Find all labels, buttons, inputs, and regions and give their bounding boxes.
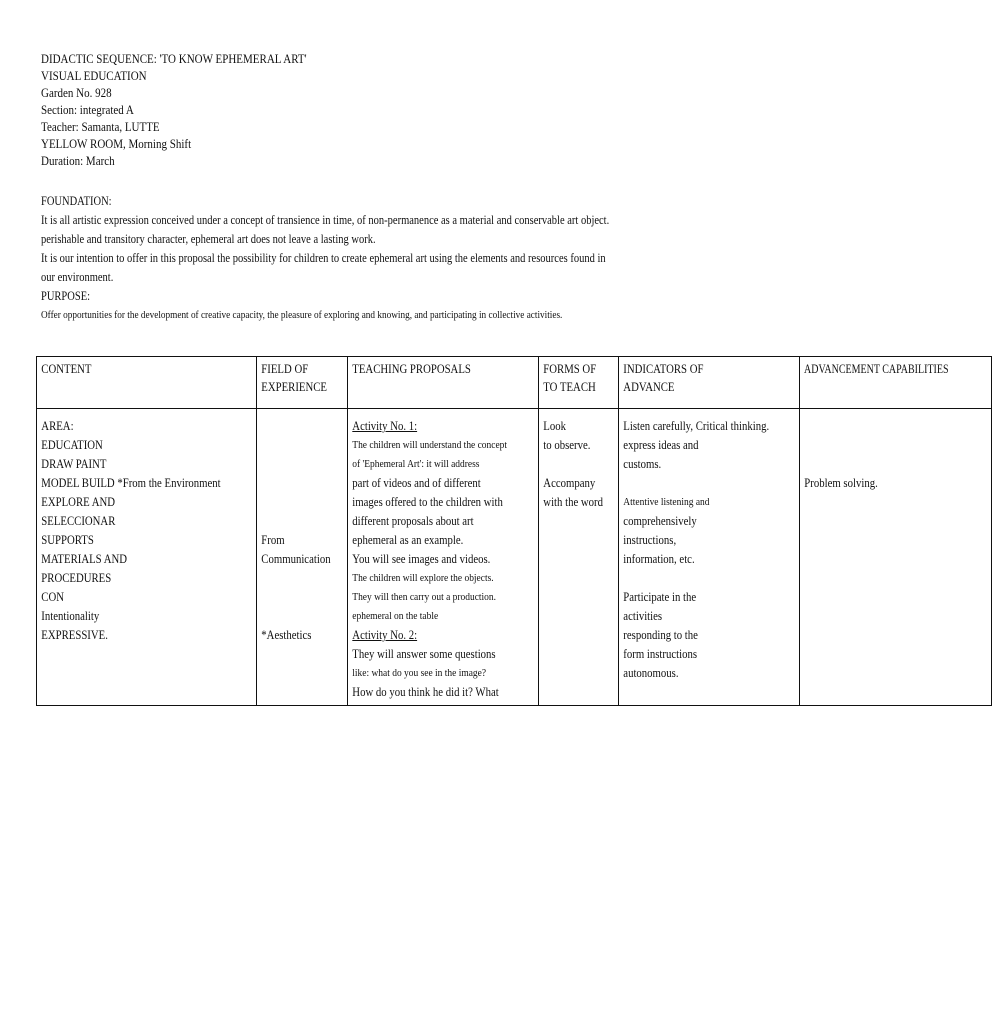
indicators-line: autonomous. bbox=[623, 666, 680, 680]
header-content: CONTENT bbox=[41, 362, 92, 376]
content-line: EXPLORE AND bbox=[41, 495, 116, 509]
header-indicators-line1: INDICATORS OF bbox=[623, 362, 704, 376]
forms-line bbox=[543, 455, 603, 474]
content-line: EXPRESSIVE. bbox=[41, 628, 108, 642]
capabilities-line: Problem solving. bbox=[804, 476, 878, 490]
teaching-line: Activity No. 1: bbox=[352, 419, 418, 433]
teaching-line: of 'Ephemeral Art': it will address bbox=[352, 458, 480, 470]
duration-line: Duration: March bbox=[41, 154, 115, 168]
field-column bbox=[257, 409, 335, 648]
content-line: SUPPORTS bbox=[41, 533, 94, 547]
capabilities-line bbox=[804, 417, 959, 436]
field-line bbox=[261, 569, 330, 588]
didactic-table bbox=[36, 356, 992, 706]
header-capabilities: ADVANCEMENT CAPABILITIES bbox=[804, 362, 949, 376]
content-line: EDUCATION bbox=[41, 438, 103, 452]
indicators-line: activities bbox=[623, 609, 663, 623]
forms-line: to observe. bbox=[543, 438, 591, 452]
section-line: Section: integrated A bbox=[41, 103, 134, 117]
field-line: *Aesthetics bbox=[260, 628, 312, 642]
teaching-line: Activity No. 2: bbox=[352, 628, 418, 642]
foundation-para-3: It is our intention to offer in this proposal the possibility for children to create ephemeral art using the elements and resources found in bbox=[41, 251, 606, 265]
teaching-column bbox=[348, 409, 511, 705]
teaching-line: The children will explore the objects. bbox=[352, 572, 494, 584]
field-line bbox=[261, 436, 330, 455]
teaching-line: part of videos and of different bbox=[352, 476, 481, 490]
field-line bbox=[261, 455, 330, 474]
foundation-section bbox=[41, 192, 610, 325]
teaching-line: different proposals about art bbox=[352, 514, 474, 528]
doc-title: DIDACTIC SEQUENCE: 'TO KNOW EPHEMERAL ART' bbox=[41, 52, 307, 66]
content-line: MODEL BUILD *From the Environment bbox=[41, 476, 221, 490]
header-indicators bbox=[619, 357, 773, 399]
header-teaching: TEACHING PROPOSALS bbox=[352, 362, 471, 376]
indicators-line bbox=[624, 474, 770, 493]
purpose-title: PURPOSE: bbox=[41, 289, 91, 303]
capabilities-column bbox=[800, 409, 964, 496]
subject-line: VISUAL EDUCATION bbox=[41, 69, 147, 83]
field-line bbox=[261, 493, 330, 512]
teaching-line: You will see images and videos. bbox=[352, 552, 491, 566]
header-forms bbox=[539, 357, 607, 399]
indicators-line: information, etc. bbox=[623, 552, 696, 566]
header-field bbox=[257, 357, 335, 399]
content-line: DRAW PAINT bbox=[41, 457, 107, 471]
foundation-title: FOUNDATION: bbox=[41, 194, 112, 208]
header-forms-line1: FORMS OF bbox=[543, 362, 597, 376]
teaching-line: like: what do you see in the image? bbox=[352, 667, 487, 679]
field-line bbox=[261, 607, 330, 626]
forms-column bbox=[539, 409, 607, 515]
teaching-line: They will answer some questions bbox=[352, 647, 496, 661]
content-line: Intentionality bbox=[41, 609, 100, 623]
forms-line: Accompany bbox=[543, 476, 596, 490]
content-line: SELECCIONAR bbox=[41, 514, 116, 528]
teaching-line: ephemeral on the table bbox=[352, 610, 439, 622]
foundation-para-4: our environment. bbox=[41, 270, 114, 284]
room-line: YELLOW ROOM, Morning Shift bbox=[41, 137, 192, 151]
teaching-line: They will then carry out a production. bbox=[352, 591, 497, 603]
content-line: PROCEDURES bbox=[41, 571, 112, 585]
foundation-para-1: It is all artistic expression conceived under a concept of transience in time, of non-permanence as a material and conservable art object. bbox=[41, 213, 610, 227]
purpose-text: Offer opportunities for the development of creative capacity, the pleasure of exploring and knowing, and participating in collective activities. bbox=[41, 309, 563, 321]
content-line: CON bbox=[41, 590, 65, 604]
indicators-line: form instructions bbox=[623, 647, 698, 661]
indicators-line: instructions, bbox=[623, 533, 677, 547]
teacher-line: Teacher: Samanta, LUTTE bbox=[41, 120, 160, 134]
table-header-row bbox=[37, 357, 992, 409]
document-header bbox=[41, 51, 307, 170]
table-body-row bbox=[37, 409, 992, 706]
indicators-line: customs. bbox=[623, 457, 662, 471]
indicators-line: Participate in the bbox=[623, 590, 697, 604]
indicators-line: Attentive listening and bbox=[623, 496, 710, 508]
field-line: From bbox=[260, 533, 285, 547]
header-indicators-line2: ADVANCE bbox=[623, 380, 675, 394]
capabilities-line bbox=[804, 455, 959, 474]
foundation-para-2: perishable and transitory character, ephemeral art does not leave a lasting work. bbox=[41, 232, 376, 246]
teaching-line: ephemeral as an example. bbox=[352, 533, 464, 547]
content-line: AREA: bbox=[41, 419, 74, 433]
header-field-line2: EXPERIENCE bbox=[260, 380, 327, 394]
teaching-line: The children will understand the concept bbox=[352, 439, 508, 451]
field-line bbox=[261, 417, 330, 436]
indicators-column bbox=[619, 409, 773, 686]
field-line bbox=[261, 588, 330, 607]
teaching-line: images offered to the children with bbox=[352, 495, 503, 509]
capabilities-line bbox=[804, 436, 959, 455]
content-line: MATERIALS AND bbox=[41, 552, 128, 566]
forms-line: with the word bbox=[543, 495, 604, 509]
field-line bbox=[261, 474, 330, 493]
indicators-line: express ideas and bbox=[623, 438, 700, 452]
teaching-line: How do you think he did it? What bbox=[352, 685, 499, 699]
indicators-line bbox=[624, 569, 770, 588]
forms-line: Look bbox=[543, 419, 567, 433]
header-forms-line2: TO TEACH bbox=[543, 380, 596, 394]
field-line: Communication bbox=[260, 552, 331, 566]
indicators-line: comprehensively bbox=[623, 514, 698, 528]
content-column bbox=[37, 409, 225, 648]
indicators-line: responding to the bbox=[623, 628, 699, 642]
indicators-line: Listen carefully, Critical thinking. bbox=[623, 419, 770, 433]
field-line bbox=[261, 512, 330, 531]
garden-line: Garden No. 928 bbox=[41, 86, 112, 100]
header-field-line1: FIELD OF bbox=[260, 362, 308, 376]
